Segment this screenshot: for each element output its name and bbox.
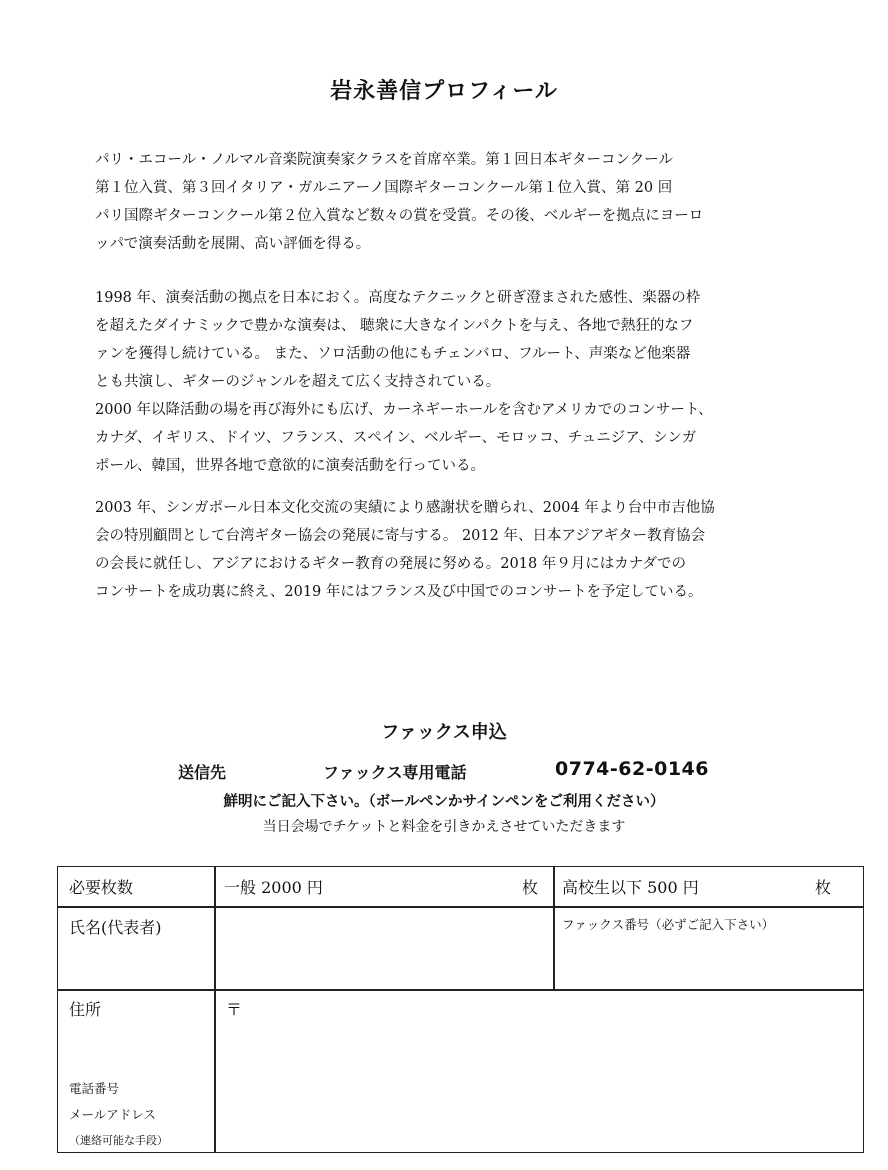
tickets-label: 必要枚数 bbox=[69, 878, 134, 897]
address-label: 住所 bbox=[69, 1000, 102, 1019]
paragraph-line: ポール、韓国，世界各地で意欲的に演奏活動を行っている。 bbox=[95, 458, 486, 474]
instruction-text: 鮮明にご記入下さい。（ボールペンかサインペンをご利用ください） bbox=[223, 794, 665, 810]
general-ticket-label: 一般 2000 円 bbox=[224, 878, 323, 897]
fax-number-field[interactable] bbox=[555, 935, 862, 988]
postal-mark: 〒 bbox=[226, 1000, 243, 1019]
fax-number: 0774-62-0146 bbox=[555, 758, 709, 780]
email-label: メールアドレス bbox=[69, 1107, 156, 1122]
name-label: 氏名(代表者) bbox=[69, 918, 162, 937]
order-form bbox=[57, 866, 864, 1153]
paragraph-line: 第１位入賞、第３回イタリア・ガルニアーノ国際ギターコンクール第１位入賞、第 20 回 bbox=[95, 180, 673, 196]
phone-label: 電話番号 bbox=[69, 1081, 120, 1096]
paragraph-line: を超えたダイナミックで豊かな演奏は、 聴衆に大きなインパクトを与え、各地で熱狂的なフ bbox=[95, 318, 694, 334]
profile-paragraph-2 bbox=[95, 284, 815, 480]
paragraph-line: コンサートを成功裏に終え、2019 年にはフランス及び中国でのコンサートを予定している。 bbox=[95, 584, 703, 600]
student-ticket-label: 高校生以下 500 円 bbox=[562, 878, 699, 897]
paragraph-line: 2003 年、シンガポール日本文化交流の実績により感謝状を贈られ、2004 年より台中市吉他協 bbox=[95, 500, 715, 516]
paragraph-line: ッパで演奏活動を展開、高い評価を得る。 bbox=[95, 236, 371, 252]
fax-title: ファックス申込 bbox=[381, 722, 507, 743]
paragraph-line: ァンを獲得し続けている。 また、ソロ活動の他にもチェンバロ、フルート、声楽など他楽器 bbox=[95, 346, 691, 362]
profile-paragraph-3 bbox=[95, 494, 815, 606]
paragraph-line: パリ・エコール・ノルマル音楽院演奏家クラスを首席卒業。第１回日本ギターコンクール bbox=[95, 152, 673, 168]
fax-label: ファックス専用電話 bbox=[323, 763, 467, 782]
profile-paragraph-1 bbox=[95, 146, 815, 258]
address-contact-field[interactable] bbox=[216, 991, 862, 1151]
send-to-label: 送信先 bbox=[178, 763, 227, 782]
paragraph-line: 2000 年以降活動の場を再び海外にも広げ、カーネギーホールを含むアメリカでのコンサート、 bbox=[95, 402, 713, 418]
contact-note: （連絡可能な手段） bbox=[69, 1134, 168, 1147]
paragraph-line: 会の特別顧問として台湾ギター協会の発展に寄与する。 2012 年、日本アジアギター教育協会 bbox=[95, 528, 706, 544]
profile-title: 岩永善信プロフィール bbox=[330, 79, 558, 104]
paragraph-line: 1998 年、演奏活動の拠点を日本におく。高度なテクニックと研ぎ澄まされた感性、楽器の枠 bbox=[95, 290, 701, 306]
general-ticket-input[interactable]: 枚 bbox=[522, 878, 539, 897]
student-ticket-input[interactable]: 枚 bbox=[815, 878, 832, 897]
exchange-note: 当日会場でチケットと料金を引きかえさせていただきます bbox=[262, 819, 626, 835]
fax-number-label: ファックス番号（必ずご記入下さい） bbox=[562, 917, 775, 932]
paragraph-line: パリ国際ギターコンクール第２位入賞など数々の賞を受賞。その後、ベルギーを拠点にヨーロ bbox=[95, 208, 704, 224]
name-field[interactable] bbox=[216, 908, 552, 988]
paragraph-line: カナダ、イギリス、ドイツ、フランス、スペイン、ベルギー、モロッコ、チュニジア、シンガ bbox=[95, 430, 697, 446]
paragraph-line: とも共演し、ギターのジャンルを超えて広く支持されている。 bbox=[95, 374, 501, 390]
paragraph-line: の会長に就任し、アジアにおけるギター教育の発展に努める。2018 年９月にはカナダでの bbox=[95, 556, 687, 572]
